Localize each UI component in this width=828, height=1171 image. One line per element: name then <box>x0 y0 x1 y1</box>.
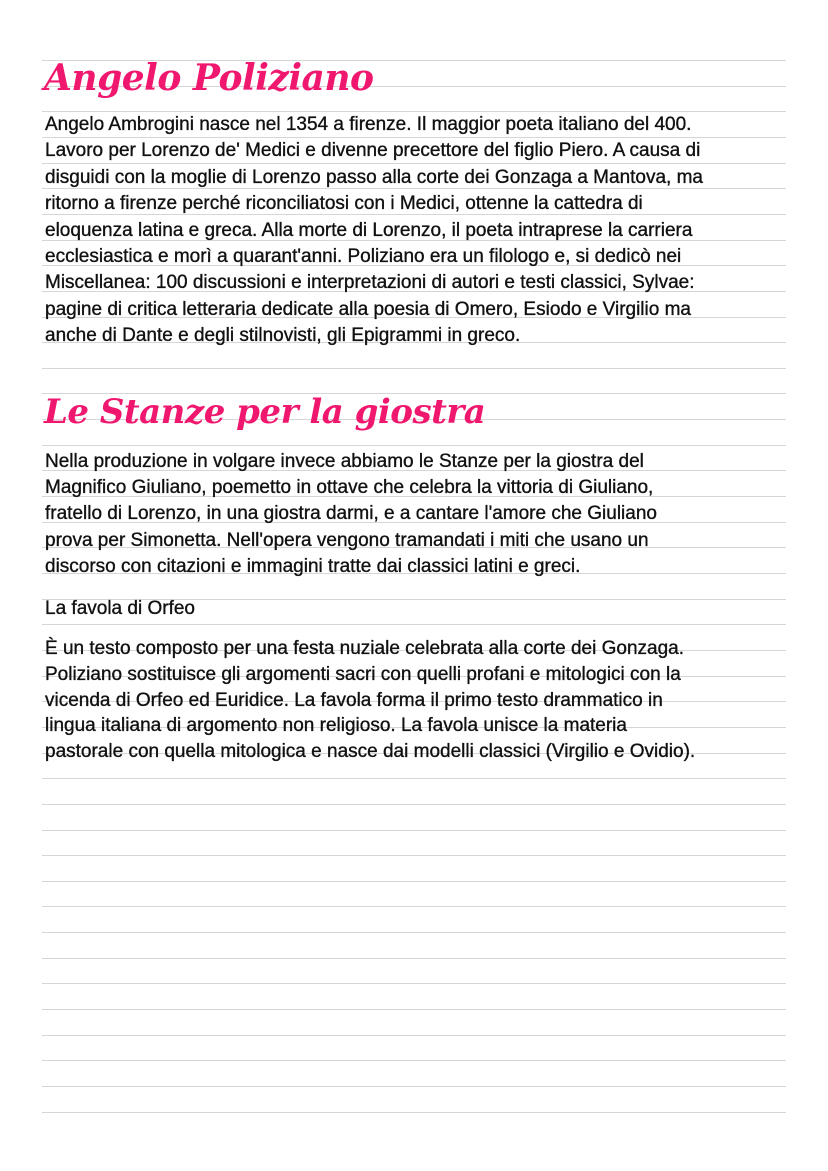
text-line: Angelo Ambrogini nasce nel 1354 a firenze. Il maggior poeta italiano del 400. <box>45 114 692 135</box>
text-line: discorso con citazioni e immagini tratte dai classici latini e greci. <box>45 555 581 577</box>
text-line: anche di Dante e degli stilnovisti, gli Epigrammi in greco. <box>45 325 521 347</box>
ruled-line <box>42 1009 786 1010</box>
text-line: Nella produzione in volgare invece abbiamo le Stanze per la giostra del <box>45 451 644 472</box>
ruled-line <box>42 445 786 446</box>
text-line: È un testo composto per una festa nuziale celebrata alla corte dei Gonzaga. <box>45 638 685 659</box>
ruled-line <box>42 855 786 856</box>
text-line: vicenda di Orfeo ed Euridice. La favola forma il primo testo drammatico in <box>45 689 663 711</box>
ruled-line <box>42 778 786 779</box>
section-title-stanze: Le Stanze per la giostra <box>44 392 486 432</box>
ruled-line <box>42 983 786 984</box>
text-line: fratello di Lorenzo, in una giostra darmi, e a cantare l'amore che Giuliano <box>45 503 657 525</box>
text-line: Miscellanea: 100 discussioni e interpretazioni di autori e testi classici, Sylvae: <box>45 272 695 294</box>
ruled-line <box>42 906 786 907</box>
page-title: Angelo Poliziano <box>44 57 374 99</box>
text-line: pastorale con quella mitologica e nasce dai modelli classici (Virgilio e Ovidio). <box>45 741 696 763</box>
text-line: disguidi con la moglie di Lorenzo passo alla corte dei Gonzaga a Mantova, ma <box>45 166 703 188</box>
text-line: ritorno a firenze perché riconciliatosi con i Medici, ottenne la cattedra di <box>45 193 643 215</box>
ruled-line <box>42 1086 786 1087</box>
subtitle-favola-orfeo: La favola di Orfeo <box>45 598 195 619</box>
text-line: prova per Simonetta. Nell'opera vengono tramandati i miti che usano un <box>45 529 649 551</box>
text-line: eloquenza latina e greca. Alla morte di Lorenzo, il poeta intraprese la carriera <box>45 219 693 241</box>
ruled-line <box>42 163 786 164</box>
ruled-line <box>42 1112 786 1113</box>
ruled-line <box>42 368 786 369</box>
ruled-line <box>42 881 786 882</box>
ruled-line <box>42 624 786 625</box>
ruled-line <box>42 1060 786 1061</box>
ruled-line <box>42 111 786 112</box>
ruled-line <box>42 932 786 933</box>
text-line: lingua italiana di argomento non religioso. La favola unisce la materia <box>45 715 627 737</box>
text-line: ecclesiastica e morì a quarant'anni. Poliziano era un filologo e, si dedicò nei <box>45 246 682 267</box>
text-line: Magnifico Giuliano, poemetto in ottave che celebra la vittoria di Giuliano, <box>45 477 654 499</box>
ruled-line <box>42 1035 786 1036</box>
ruled-line <box>42 958 786 959</box>
text-line: pagine di critica letteraria dedicate alla poesia di Omero, Esiodo e Virgilio ma <box>45 298 691 320</box>
text-line: Lavoro per Lorenzo de' Medici e divenne precettore del figlio Piero. A causa di <box>45 140 701 162</box>
ruled-line <box>42 830 786 831</box>
ruled-line <box>42 137 786 138</box>
ruled-line <box>42 804 786 805</box>
text-line: Poliziano sostituisce gli argomenti sacri con quelli profani e mitologici con la <box>45 663 681 685</box>
